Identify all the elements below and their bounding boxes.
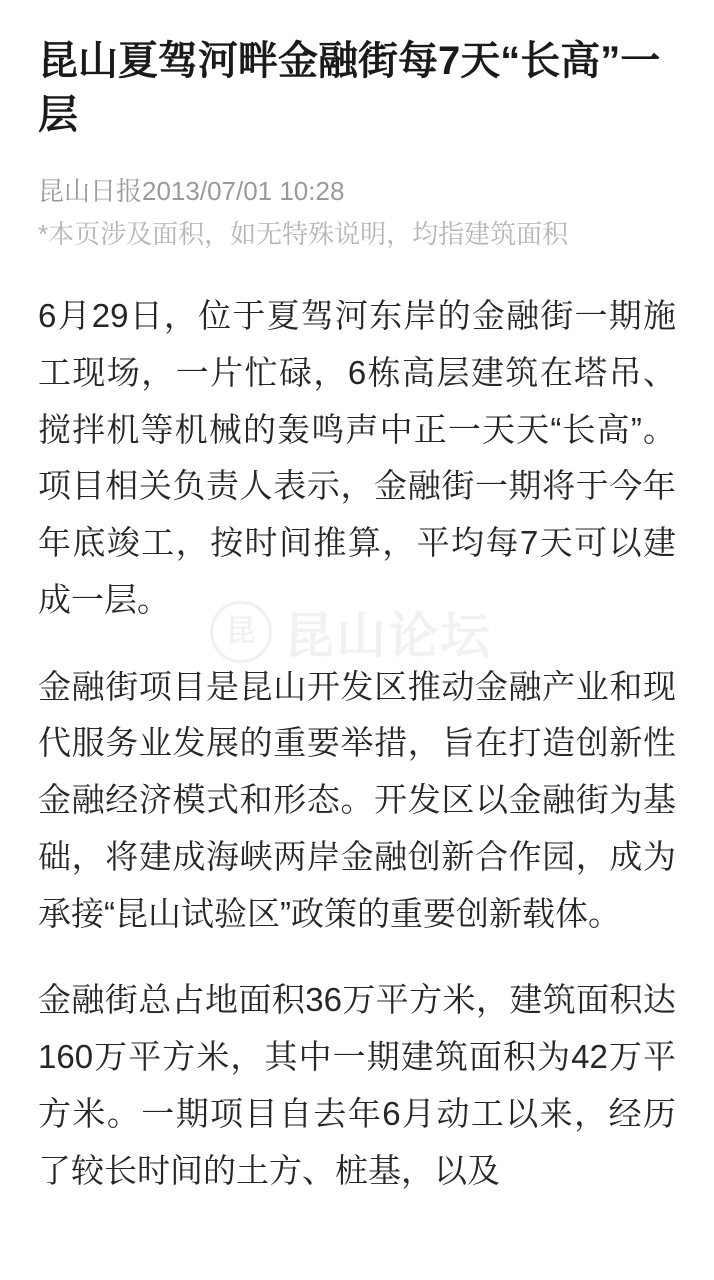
article-note: *本页涉及面积，如无特殊说明，均指建筑面积 [38, 219, 569, 249]
article-body [38, 288, 676, 1199]
article-paragraph: 金融街总占地面积36万平方米，建筑面积达160万平方米，其中一期建筑面积为42万平方米。一期项目自去年6月动工以来，经历了较长时间的土方、桩基，以及 [38, 981, 676, 1189]
article-meta [38, 172, 676, 254]
page-title: 昆山夏驾河畔金融街每7天“长高”一层 [38, 39, 661, 137]
article-paragraph: 6月29日，位于夏驾河东岸的金融街一期施工现场，一片忙碌，6栋高层建筑在塔吊、搅拌机等机械的轰鸣声中正一天天“长高”。项目相关负责人表示，金融街一期将于今年年底竣工，按时间推算，平均每7天可以建成一层。 [38, 297, 676, 618]
article-paragraph: 金融街项目是昆山开发区推动金融产业和现代服务业发展的重要举措，旨在打造创新性金融经济模式和形态。开发区以金融街为基础，将建成海峡两岸金融创新合作园，成为承接“昆山试验区”政策的重要创新载体。 [38, 667, 676, 932]
watermark-label: 昆山论坛 [284, 608, 492, 664]
watermark-seal-icon: 昆 [210, 601, 272, 663]
article-source-date: 昆山日报2013/07/01 10:28 [38, 176, 345, 206]
